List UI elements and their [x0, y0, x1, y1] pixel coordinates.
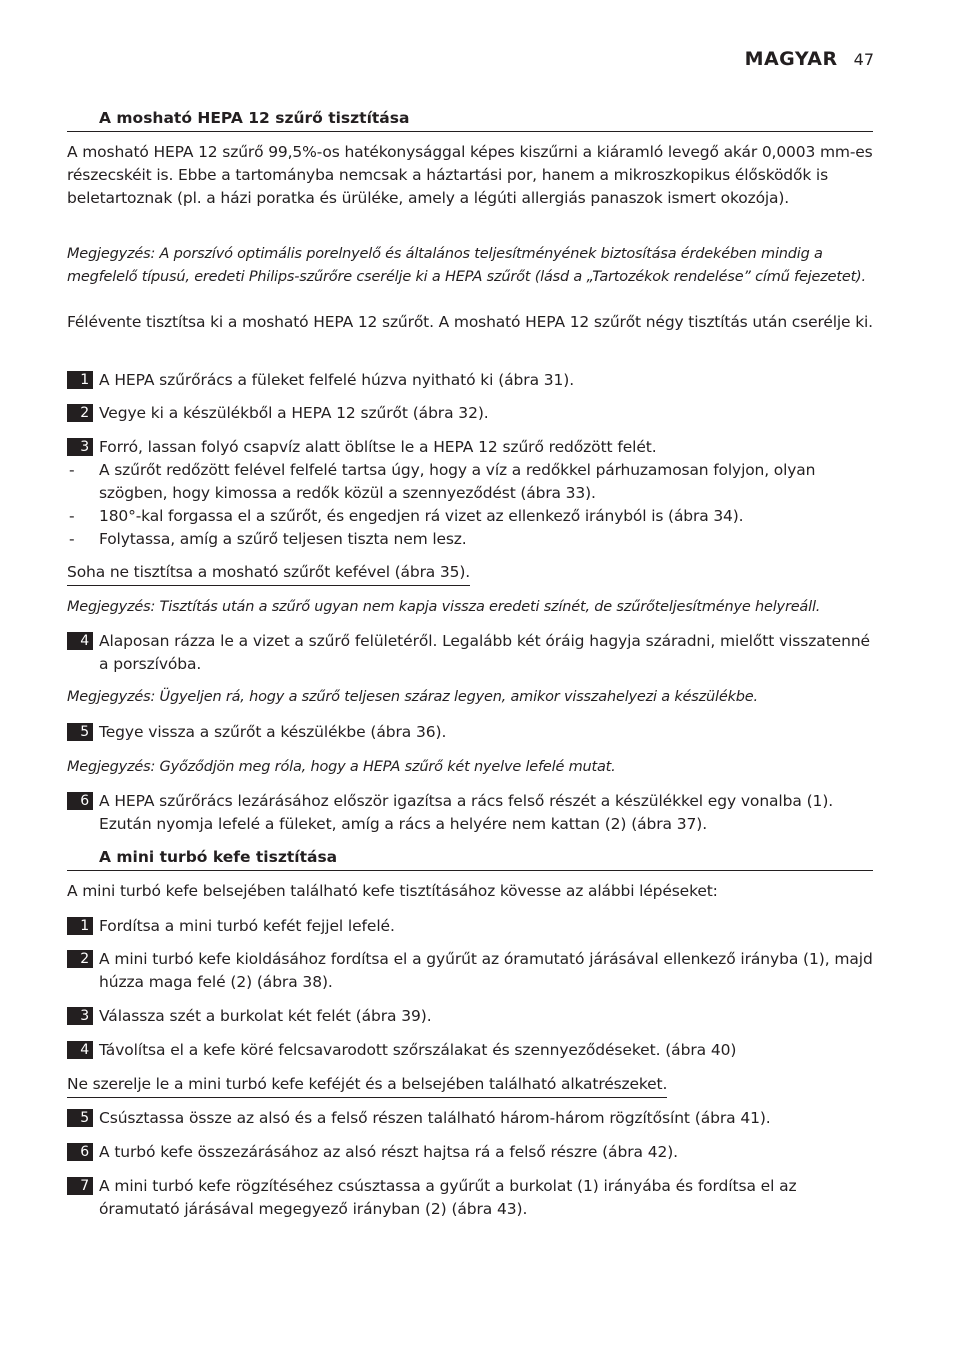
language-label: MAGYAR: [744, 48, 838, 70]
turbo-step-3: [67, 1005, 873, 1028]
step-number: 7: [67, 1177, 93, 1195]
step-number: 5: [67, 1109, 93, 1127]
turbo-warning: [67, 1073, 873, 1098]
hepa-para-2: Félévente tisztítsa ki a mosható HEPA 12 szűrőt. A mosható HEPA 12 szűrőt négy tisztítás után cserélje ki.: [67, 313, 873, 331]
step-number: 3: [67, 438, 93, 456]
warning-text: Ne szerelje le a mini turbó kefe keféjét és a belsejében található alkatrészeket.: [67, 1073, 667, 1098]
hepa-note-3: Megjegyzés: Ügyeljen rá, hogy a szűrő teljesen száraz legyen, amikor visszahelyezi a készülékbe.: [67, 689, 758, 705]
turbo-step-1: [67, 915, 873, 938]
step-text: A turbó kefe összezárásához az alsó részt hajtsa rá a felső részre (ábra 42).: [99, 1143, 678, 1161]
warning-text: Soha ne tisztítsa a mosható szűrőt kefével (ábra 35).: [67, 561, 470, 586]
step-text: Vegye ki a készülékből a HEPA 12 szűrőt (ábra 32).: [99, 404, 489, 422]
step-number: 6: [67, 1143, 93, 1161]
step-number: 2: [67, 950, 93, 968]
step-text: Csúsztassa össze az alsó és a felső részen található három-három rögzítősínt (ábra 41).: [99, 1109, 771, 1127]
turbo-step-6: [67, 1141, 873, 1164]
turbo-step-2: [67, 948, 873, 994]
section-title-turbo: A mini turbó kefe tisztítása: [67, 847, 873, 871]
hepa-note-2: Megjegyzés: Tisztítás után a szűrő ugyan nem kapja vissza eredeti színét, de szűrőteljesítménye helyreáll.: [67, 599, 821, 615]
step-text: Forró, lassan folyó csapvíz alatt öblítse le a HEPA 12 szűrő redőzött felét.: [99, 438, 657, 456]
hepa-step-2: [67, 402, 873, 425]
hepa-step-5: [67, 721, 873, 744]
section-title-hepa: A mosható HEPA 12 szűrő tisztítása: [67, 108, 873, 132]
step-text: Távolítsa el a kefe köré felcsavarodott szőrszálakat és szennyeződéseket. (ábra 40): [99, 1041, 737, 1059]
hepa-note-4: Megjegyzés: Győződjön meg róla, hogy a HEPA szűrő két nyelve lefelé mutat.: [67, 759, 616, 775]
step-text: Tegye vissza a szűrőt a készülékbe (ábra 36).: [99, 723, 447, 741]
step-number: 3: [67, 1007, 93, 1025]
step-text: A mini turbó kefe kioldásához fordítsa el a gyűrűt az óramutató járásával ellenkező irányba (1), majd húzza maga felé (2) (ábra 38).: [99, 950, 873, 991]
turbo-intro: A mini turbó kefe belsejében található kefe tisztításához kövesse az alábbi lépéseket:: [67, 882, 718, 900]
turbo-step-7: [67, 1175, 873, 1221]
step-text: A mini turbó kefe rögzítéséhez csúsztassa a gyűrűt a burkolat (1) irányába és fordítsa el az óramutató járásával megegyező irányban (2) (ábra 43).: [99, 1177, 797, 1218]
step-text: Fordítsa a mini turbó kefét fejjel lefelé.: [99, 917, 395, 935]
step-text: Válassza szét a burkolat két felét (ábra 39).: [99, 1007, 432, 1025]
step-number: 1: [67, 371, 93, 389]
step-number: 6: [67, 792, 93, 810]
step-text: A HEPA szűrőrács lezárásához először igazítsa a rács felső részét a készülékkel egy vonalba (1). Ezután nyomja lefelé a füleket, amíg a rács a helyére nem kattan (2) (ábra 37).: [99, 792, 834, 833]
hepa-step-1: [67, 369, 873, 392]
step-text: Alaposan rázza le a vizet a szűrő felületéről. Legalább két óráig hagyja száradni, mielőtt visszatenné a porszívóba.: [99, 632, 870, 673]
bullet-text: 180°-kal forgassa el a szűrőt, és engedjen rá vizet az ellenkező irányból is (ábra 34).: [99, 507, 744, 525]
step-number: 4: [67, 1041, 93, 1059]
bullet-text: Folytassa, amíg a szűrő teljesen tiszta nem lesz.: [99, 530, 467, 548]
step-number: 1: [67, 917, 93, 935]
page-header: [745, 48, 874, 70]
step-text: A HEPA szűrőrács a füleket felfelé húzva nyitható ki (ábra 31).: [99, 371, 575, 389]
bullet-text: A szűrőt redőzött felével felfelé tartsa úgy, hogy a víz a redőkkel párhuzamosan folyjon, olyan szögben, hogy kimossa a redők közül a szennyeződést (ábra 33).: [99, 461, 816, 502]
turbo-step-4: [67, 1039, 873, 1062]
hepa-step-6: [67, 790, 873, 836]
step-number: 4: [67, 632, 93, 650]
turbo-step-5: [67, 1107, 873, 1130]
hepa-step-4: [67, 630, 873, 676]
page-number: 47: [853, 50, 874, 69]
hepa-intro: A mosható HEPA 12 szűrő 99,5%-os hatékonysággal képes kiszűrni a kiáramló levegő akár 0,0003 mm-es részecskéit is. Ebbe a tartományba nemcsak a háztartási por, hanem a mikroszkopikus élősködők is beletartoznak (pl. a házi poratka és ürüléke, amely a légúti allergiás panaszok ismert okozója).: [67, 143, 873, 207]
hepa-warning: [67, 561, 873, 586]
step-number: 2: [67, 404, 93, 422]
hepa-bullet-2: - 180°-kal forgassa el a szűrőt, és engedjen rá vizet az ellenkező irányból is (ábra 34).: [67, 505, 873, 528]
hepa-step-3: [67, 436, 873, 459]
hepa-bullet-1: - A szűrőt redőzött felével felfelé tartsa úgy, hogy a víz a redőkkel párhuzamosan folyjon, olyan szögben, hogy kimossa a redők közül a szennyeződést (ábra 33).: [67, 459, 873, 505]
hepa-note-1: Megjegyzés: A porszívó optimális porelnyelő és általános teljesítményének biztosítása érdekében mindig a megfelelő típusú, eredeti Philips-szűrőre cserélje ki a HEPA szűrőt (lásd a „Tartozékok rendelése” című fejezetet).: [67, 246, 866, 285]
hepa-bullet-3: - Folytassa, amíg a szűrő teljesen tiszta nem lesz.: [67, 528, 873, 551]
step-number: 5: [67, 723, 93, 741]
